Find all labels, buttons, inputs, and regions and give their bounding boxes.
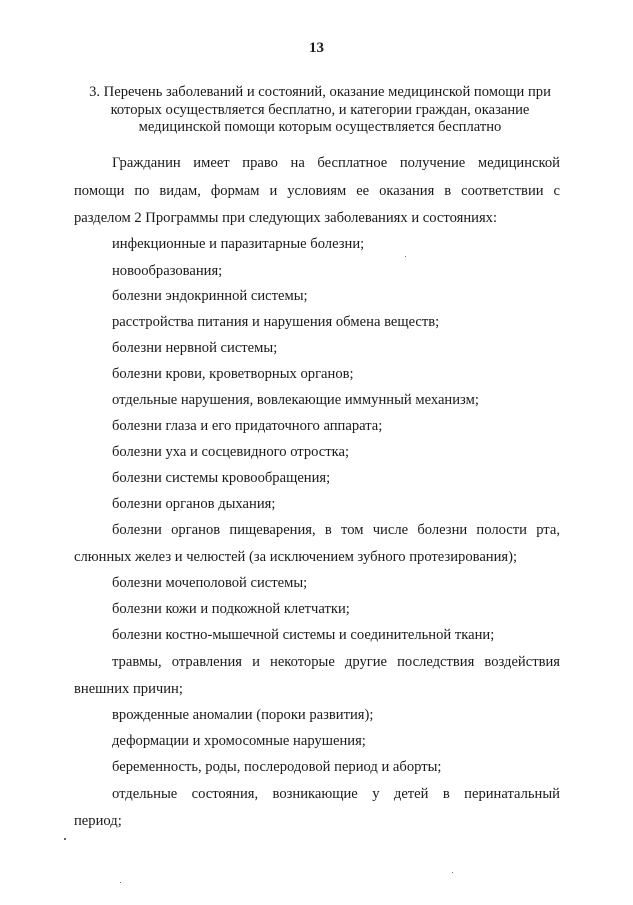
list-item: отдельные состояния, возникающие у детей в перинатальный — [112, 786, 560, 802]
list-item: болезни органов пищеварения, в том числе болезни полости рта, — [112, 522, 560, 538]
scan-speck — [120, 882, 121, 883]
list-item-continuation: внешних причин; — [74, 681, 183, 697]
list-item: болезни уха и сосцевидного отростка; — [112, 444, 350, 460]
intro-line: помощи по видам, формам и условиям ее оказания в соответствии с — [74, 183, 560, 199]
heading-line: медицинской помощи которым осуществляется бесплатно — [138, 119, 502, 135]
intro-line: разделом 2 Программы при следующих заболеваниях и состояниях: — [74, 210, 498, 226]
list-item: новообразования; — [112, 263, 223, 279]
list-item: болезни системы кровообращения; — [112, 470, 331, 486]
list-item: болезни мочеполовой системы; — [112, 575, 308, 591]
heading-line: 3. Перечень заболеваний и состояний, оказание медицинской помощи при — [89, 84, 551, 100]
list-item: болезни эндокринной системы; — [112, 288, 308, 304]
list-item: отдельные нарушения, вовлекающие иммунный механизм; — [112, 392, 479, 408]
list-item: врожденные аномалии (пороки развития); — [112, 707, 374, 723]
list-item: инфекционные и паразитарные болезни; — [112, 236, 365, 252]
list-item: болезни крови, кроветворных органов; — [112, 366, 354, 382]
list-item: деформации и хромосомные нарушения; — [112, 733, 366, 749]
scan-speck — [452, 872, 453, 873]
list-item: болезни костно-мышечной системы и соединительной ткани; — [112, 627, 495, 643]
list-item-continuation: слюнных желез и челюстей (за исключением зубного протезирования); — [74, 549, 518, 565]
list-item: болезни кожи и подкожной клетчатки; — [112, 601, 350, 617]
list-item: болезни нервной системы; — [112, 340, 278, 356]
scan-speck — [64, 838, 66, 840]
scan-speck — [405, 256, 406, 257]
list-item: болезни глаза и его придаточного аппарата; — [112, 418, 383, 434]
intro-line: Гражданин имеет право на бесплатное получение медицинской — [112, 155, 560, 171]
list-item: беременность, роды, послеродовой период и аборты; — [112, 759, 442, 775]
list-item: болезни органов дыхания; — [112, 496, 276, 512]
list-item: травмы, отравления и некоторые другие последствия воздействия — [112, 654, 560, 670]
section-heading — [70, 84, 570, 137]
page-number: 13 — [309, 40, 324, 56]
heading-line: которых осуществляется бесплатно, и категории граждан, оказание — [110, 101, 530, 118]
list-item: расстройства питания и нарушения обмена веществ; — [112, 314, 440, 330]
list-item-continuation: период; — [74, 813, 122, 829]
